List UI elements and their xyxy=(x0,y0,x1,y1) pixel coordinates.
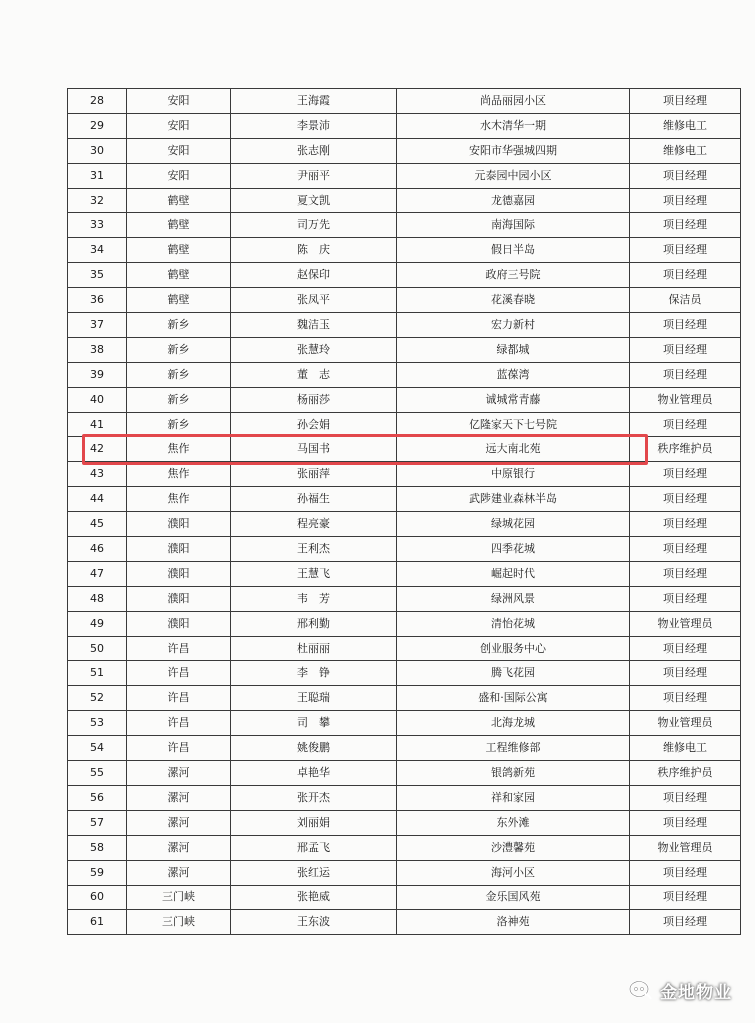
row-number: 60 xyxy=(68,885,127,910)
row-name: 张丽萍 xyxy=(231,462,397,487)
row-site: 元泰园中园小区 xyxy=(397,163,630,188)
table-row xyxy=(68,736,741,761)
row-number: 29 xyxy=(68,113,127,138)
row-city: 焦作 xyxy=(127,487,231,512)
row-name: 张开杰 xyxy=(231,785,397,810)
row-name: 张慧玲 xyxy=(231,337,397,362)
row-role: 物业管理员 xyxy=(630,711,741,736)
table-row xyxy=(68,213,741,238)
row-city: 濮阳 xyxy=(127,537,231,562)
row-name: 卓艳华 xyxy=(231,761,397,786)
row-role: 项目经理 xyxy=(630,586,741,611)
row-city: 安阳 xyxy=(127,89,231,114)
row-site: 沙澧馨苑 xyxy=(397,835,630,860)
row-site: 四季花城 xyxy=(397,537,630,562)
row-name: 魏洁玉 xyxy=(231,313,397,338)
table-row xyxy=(68,288,741,313)
row-role: 项目经理 xyxy=(630,785,741,810)
row-city: 濮阳 xyxy=(127,561,231,586)
row-role: 项目经理 xyxy=(630,561,741,586)
row-role: 项目经理 xyxy=(630,362,741,387)
row-role: 项目经理 xyxy=(630,860,741,885)
row-number: 57 xyxy=(68,810,127,835)
row-city: 许昌 xyxy=(127,661,231,686)
row-number: 46 xyxy=(68,537,127,562)
table-row xyxy=(68,910,741,935)
table-row xyxy=(68,387,741,412)
row-role: 项目经理 xyxy=(630,686,741,711)
row-number: 37 xyxy=(68,313,127,338)
row-role: 项目经理 xyxy=(630,636,741,661)
row-name: 张红运 xyxy=(231,860,397,885)
row-name: 李景沛 xyxy=(231,113,397,138)
row-city: 新乡 xyxy=(127,412,231,437)
row-number: 56 xyxy=(68,785,127,810)
row-name: 尹丽平 xyxy=(231,163,397,188)
table-row xyxy=(68,113,741,138)
row-number: 42 xyxy=(68,437,127,462)
row-role: 项目经理 xyxy=(630,885,741,910)
row-number: 30 xyxy=(68,138,127,163)
row-site: 绿都城 xyxy=(397,337,630,362)
row-number: 54 xyxy=(68,736,127,761)
row-city: 鹤壁 xyxy=(127,188,231,213)
staff-table xyxy=(67,88,741,935)
row-city: 焦作 xyxy=(127,462,231,487)
row-name: 杜丽丽 xyxy=(231,636,397,661)
row-role: 项目经理 xyxy=(630,910,741,935)
row-site: 盛和·国际公寓 xyxy=(397,686,630,711)
row-name: 王海霞 xyxy=(231,89,397,114)
row-city: 漯河 xyxy=(127,860,231,885)
row-city: 许昌 xyxy=(127,686,231,711)
row-number: 58 xyxy=(68,835,127,860)
row-site: 水木清华一期 xyxy=(397,113,630,138)
row-site: 亿隆家天下七号院 xyxy=(397,412,630,437)
row-number: 28 xyxy=(68,89,127,114)
row-role: 项目经理 xyxy=(630,412,741,437)
table-row xyxy=(68,785,741,810)
row-number: 47 xyxy=(68,561,127,586)
row-city: 安阳 xyxy=(127,163,231,188)
row-name: 王利杰 xyxy=(231,537,397,562)
row-site: 政府三号院 xyxy=(397,263,630,288)
row-name: 王聪瑞 xyxy=(231,686,397,711)
row-site: 洛神苑 xyxy=(397,910,630,935)
row-number: 61 xyxy=(68,910,127,935)
row-city: 鹤壁 xyxy=(127,288,231,313)
row-city: 濮阳 xyxy=(127,586,231,611)
row-role: 保洁员 xyxy=(630,288,741,313)
row-number: 52 xyxy=(68,686,127,711)
row-city: 新乡 xyxy=(127,362,231,387)
row-role: 项目经理 xyxy=(630,313,741,338)
row-role: 项目经理 xyxy=(630,188,741,213)
table-row xyxy=(68,487,741,512)
row-name: 张凤平 xyxy=(231,288,397,313)
wechat-official-account-icon xyxy=(628,979,654,1001)
table-row xyxy=(68,163,741,188)
row-city: 许昌 xyxy=(127,711,231,736)
staff-table-body xyxy=(68,89,741,935)
row-site: 中原银行 xyxy=(397,462,630,487)
row-number: 53 xyxy=(68,711,127,736)
row-role: 秩序维护员 xyxy=(630,437,741,462)
row-name: 孙会娟 xyxy=(231,412,397,437)
row-city: 漯河 xyxy=(127,835,231,860)
row-site: 远大南北苑 xyxy=(397,437,630,462)
row-site: 崛起时代 xyxy=(397,561,630,586)
row-number: 50 xyxy=(68,636,127,661)
table-row xyxy=(68,337,741,362)
row-number: 35 xyxy=(68,263,127,288)
row-number: 34 xyxy=(68,238,127,263)
row-city: 焦作 xyxy=(127,437,231,462)
row-name: 董 志 xyxy=(231,362,397,387)
row-site: 绿城花园 xyxy=(397,512,630,537)
row-site: 创业服务中心 xyxy=(397,636,630,661)
row-site: 宏力新村 xyxy=(397,313,630,338)
row-name: 司万先 xyxy=(231,213,397,238)
row-role: 维修电工 xyxy=(630,113,741,138)
row-number: 43 xyxy=(68,462,127,487)
row-role: 项目经理 xyxy=(630,487,741,512)
row-city: 新乡 xyxy=(127,387,231,412)
row-city: 濮阳 xyxy=(127,611,231,636)
table-row xyxy=(68,512,741,537)
row-city: 新乡 xyxy=(127,337,231,362)
row-role: 项目经理 xyxy=(630,661,741,686)
row-city: 濮阳 xyxy=(127,512,231,537)
row-site: 假日半岛 xyxy=(397,238,630,263)
row-site: 祥和家园 xyxy=(397,785,630,810)
row-role: 项目经理 xyxy=(630,263,741,288)
table-row xyxy=(68,761,741,786)
table-row xyxy=(68,611,741,636)
table-row xyxy=(68,362,741,387)
row-number: 39 xyxy=(68,362,127,387)
row-role: 维修电工 xyxy=(630,736,741,761)
table-row xyxy=(68,437,741,462)
row-number: 40 xyxy=(68,387,127,412)
row-role: 项目经理 xyxy=(630,512,741,537)
row-name: 程亮豪 xyxy=(231,512,397,537)
row-city: 安阳 xyxy=(127,138,231,163)
row-number: 44 xyxy=(68,487,127,512)
table-row xyxy=(68,835,741,860)
row-role: 项目经理 xyxy=(630,163,741,188)
row-site: 金乐国风苑 xyxy=(397,885,630,910)
table-row xyxy=(68,860,741,885)
row-number: 51 xyxy=(68,661,127,686)
row-name: 李 铮 xyxy=(231,661,397,686)
row-number: 36 xyxy=(68,288,127,313)
row-number: 41 xyxy=(68,412,127,437)
table-row xyxy=(68,462,741,487)
table-row xyxy=(68,412,741,437)
row-name: 刘丽娟 xyxy=(231,810,397,835)
row-role: 物业管理员 xyxy=(630,611,741,636)
table-row xyxy=(68,636,741,661)
row-role: 秩序维护员 xyxy=(630,761,741,786)
row-name: 夏文凯 xyxy=(231,188,397,213)
row-number: 31 xyxy=(68,163,127,188)
row-role: 项目经理 xyxy=(630,537,741,562)
row-name: 王慧飞 xyxy=(231,561,397,586)
row-number: 55 xyxy=(68,761,127,786)
row-role: 项目经理 xyxy=(630,337,741,362)
row-name: 王东波 xyxy=(231,910,397,935)
row-site: 武陟建业森林半岛 xyxy=(397,487,630,512)
row-site: 尚品丽园小区 xyxy=(397,89,630,114)
row-site: 海河小区 xyxy=(397,860,630,885)
row-site: 安阳市华强城四期 xyxy=(397,138,630,163)
row-name: 邢利勤 xyxy=(231,611,397,636)
row-city: 许昌 xyxy=(127,736,231,761)
row-city: 鹤壁 xyxy=(127,263,231,288)
row-name: 司 攀 xyxy=(231,711,397,736)
row-city: 漯河 xyxy=(127,810,231,835)
row-role: 项目经理 xyxy=(630,810,741,835)
row-name: 韦 芳 xyxy=(231,586,397,611)
row-city: 漯河 xyxy=(127,785,231,810)
row-city: 安阳 xyxy=(127,113,231,138)
row-number: 33 xyxy=(68,213,127,238)
table-row xyxy=(68,561,741,586)
row-city: 鹤壁 xyxy=(127,238,231,263)
row-city: 许昌 xyxy=(127,636,231,661)
table-row xyxy=(68,885,741,910)
row-name: 赵保印 xyxy=(231,263,397,288)
row-number: 59 xyxy=(68,860,127,885)
row-role: 物业管理员 xyxy=(630,835,741,860)
watermark-text: 金地物业 xyxy=(660,982,732,1003)
row-city: 鹤壁 xyxy=(127,213,231,238)
row-city: 新乡 xyxy=(127,313,231,338)
row-role: 项目经理 xyxy=(630,462,741,487)
row-site: 龙德嘉园 xyxy=(397,188,630,213)
row-site: 南海国际 xyxy=(397,213,630,238)
row-number: 48 xyxy=(68,586,127,611)
row-role: 项目经理 xyxy=(630,89,741,114)
row-number: 32 xyxy=(68,188,127,213)
row-name: 杨丽莎 xyxy=(231,387,397,412)
row-name: 马国书 xyxy=(231,437,397,462)
row-role: 物业管理员 xyxy=(630,387,741,412)
table-row xyxy=(68,810,741,835)
row-number: 38 xyxy=(68,337,127,362)
table-row xyxy=(68,686,741,711)
row-site: 绿洲风景 xyxy=(397,586,630,611)
row-site: 工程维修部 xyxy=(397,736,630,761)
row-role: 维修电工 xyxy=(630,138,741,163)
row-site: 北海龙城 xyxy=(397,711,630,736)
table-row xyxy=(68,586,741,611)
row-site: 清怡花城 xyxy=(397,611,630,636)
table-row xyxy=(68,263,741,288)
row-name: 邢孟飞 xyxy=(231,835,397,860)
row-site: 蓝葆湾 xyxy=(397,362,630,387)
row-name: 张艳威 xyxy=(231,885,397,910)
table-row xyxy=(68,711,741,736)
table-row xyxy=(68,238,741,263)
table-row xyxy=(68,89,741,114)
row-site: 花溪春晓 xyxy=(397,288,630,313)
row-city: 三门峡 xyxy=(127,885,231,910)
row-role: 项目经理 xyxy=(630,213,741,238)
watermark xyxy=(628,974,732,1006)
row-city: 三门峡 xyxy=(127,910,231,935)
row-site: 腾飞花园 xyxy=(397,661,630,686)
row-name: 姚俊鹏 xyxy=(231,736,397,761)
row-number: 49 xyxy=(68,611,127,636)
table-row xyxy=(68,537,741,562)
table-row xyxy=(68,313,741,338)
row-number: 45 xyxy=(68,512,127,537)
row-city: 漯河 xyxy=(127,761,231,786)
row-name: 张志刚 xyxy=(231,138,397,163)
row-site: 诚城常青藤 xyxy=(397,387,630,412)
table-row xyxy=(68,138,741,163)
row-site: 东外滩 xyxy=(397,810,630,835)
row-name: 孙福生 xyxy=(231,487,397,512)
row-name: 陈 庆 xyxy=(231,238,397,263)
row-role: 项目经理 xyxy=(630,238,741,263)
row-site: 银鸽新苑 xyxy=(397,761,630,786)
table-row xyxy=(68,188,741,213)
table-row xyxy=(68,661,741,686)
